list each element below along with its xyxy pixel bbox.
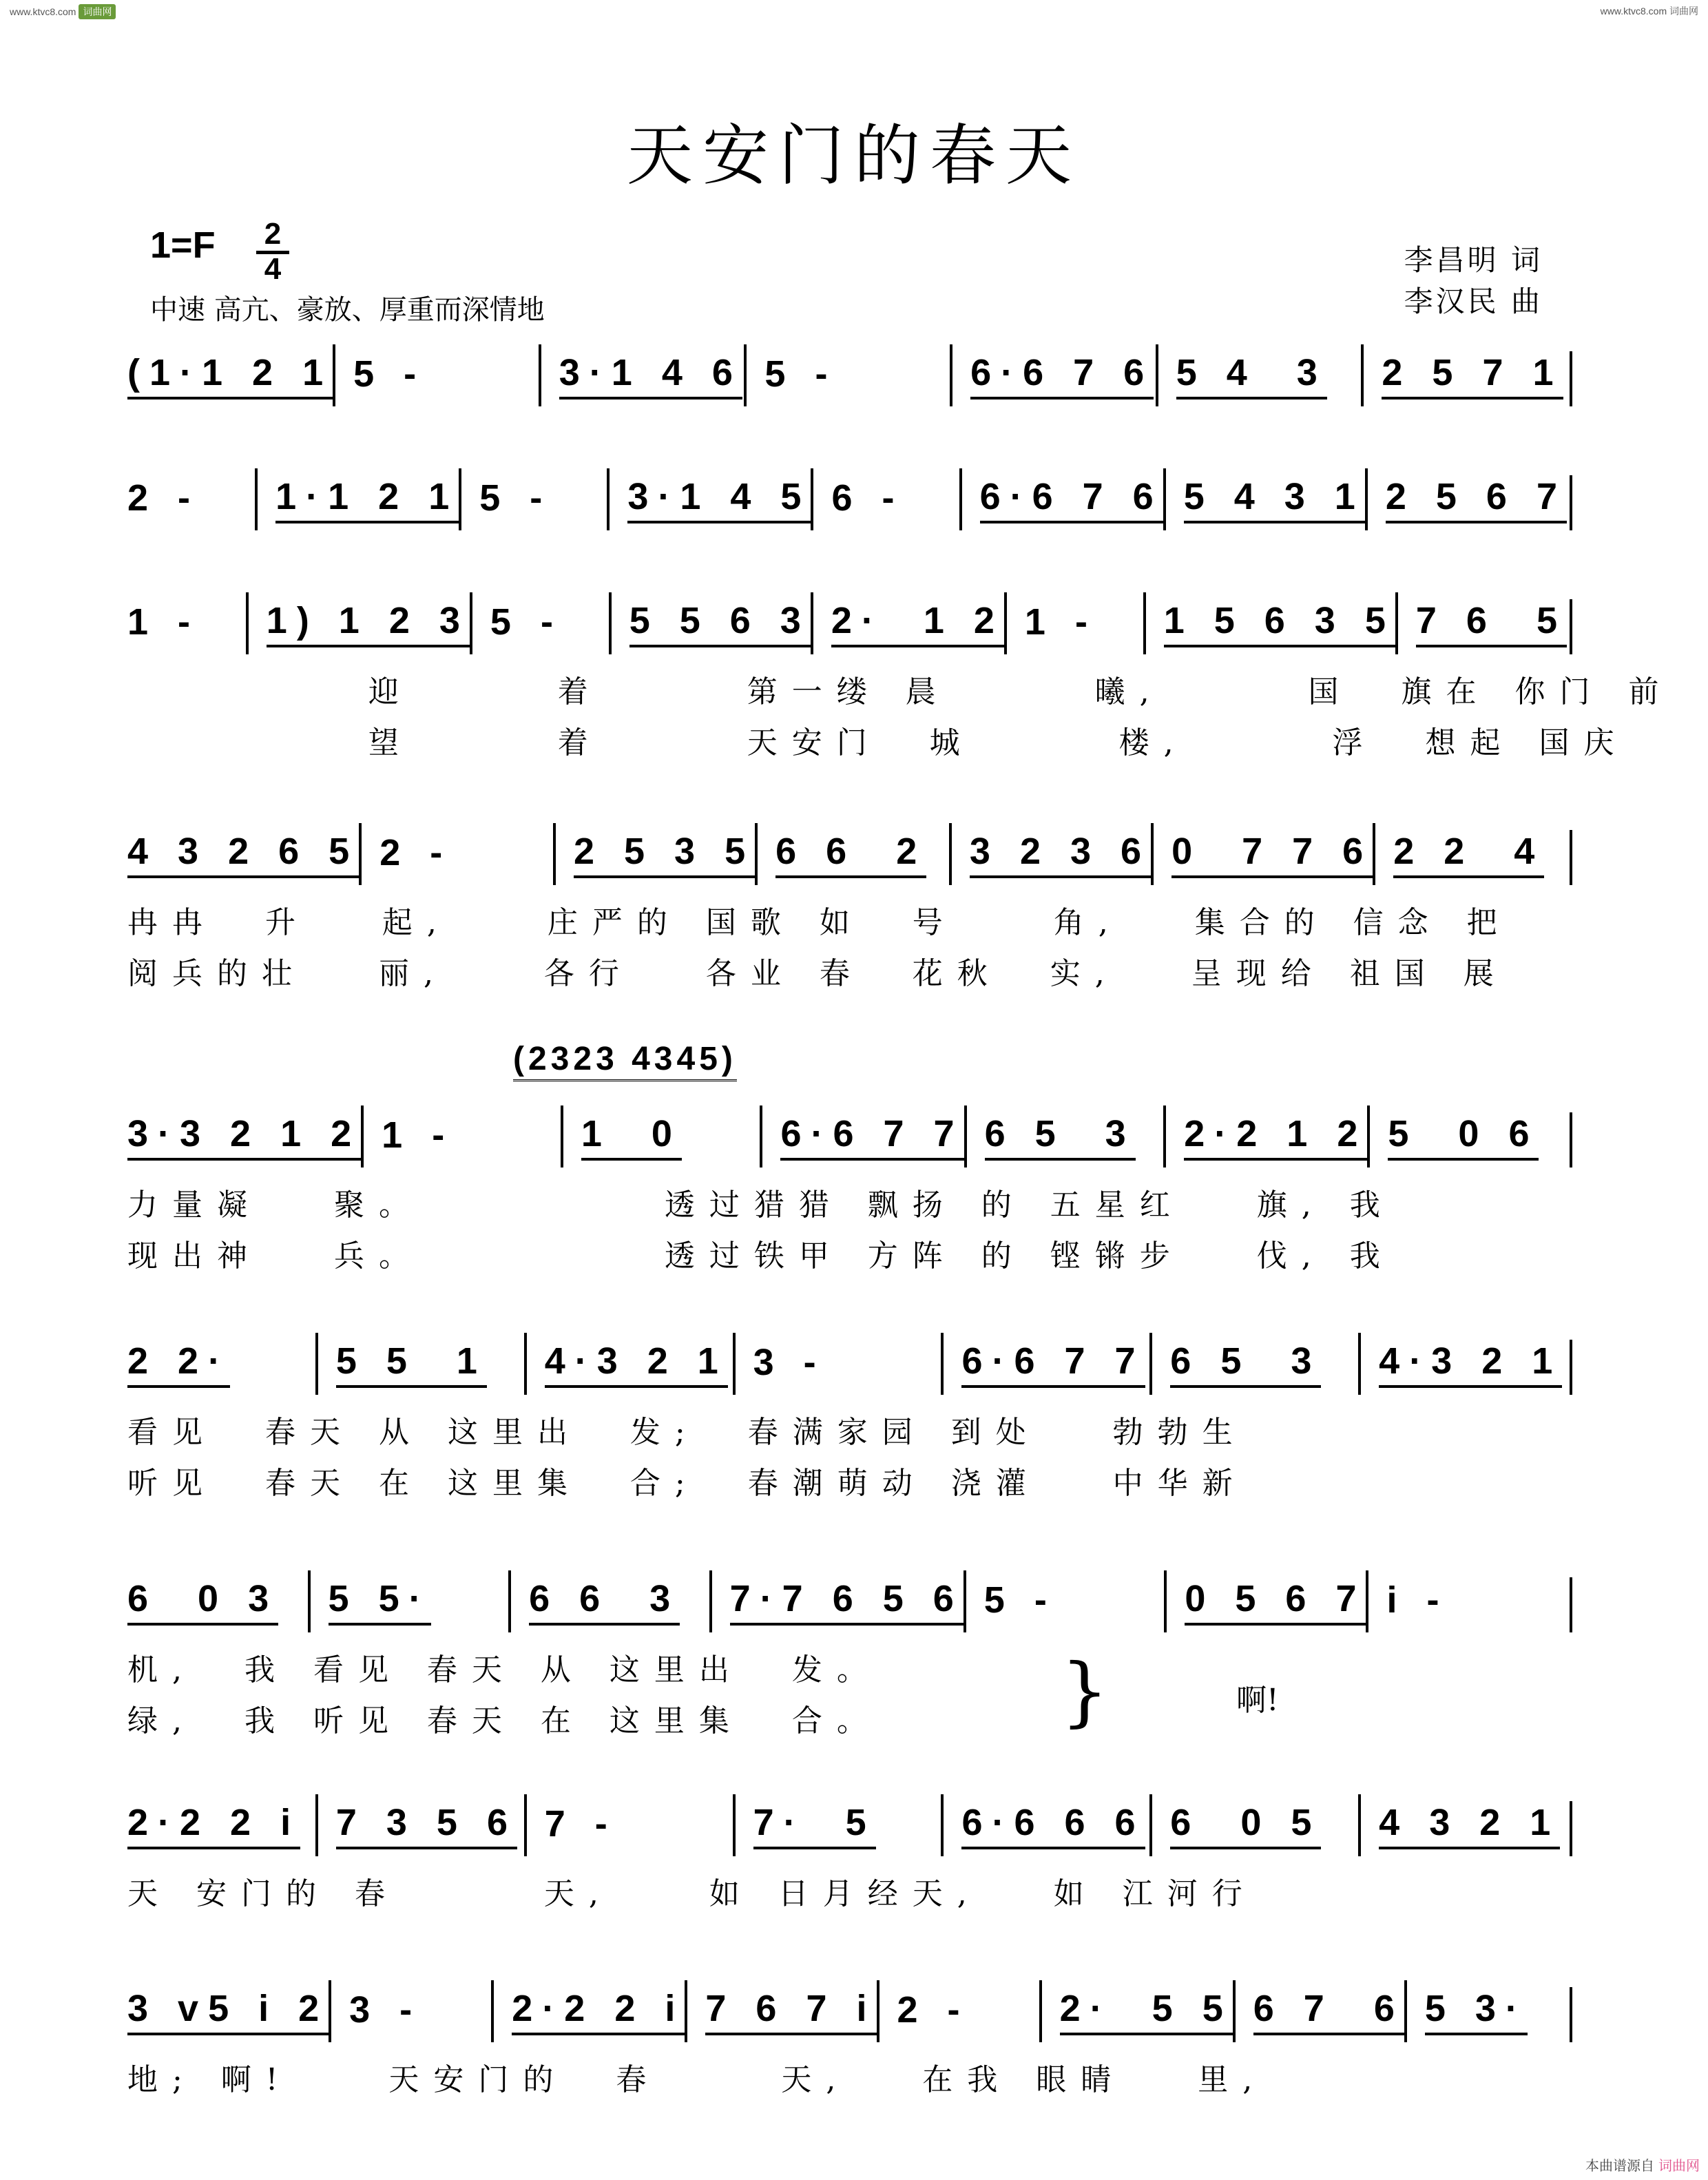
lyric-line: 听见 春天 在 这里集 合; 春潮萌动 浇灌 中华新 xyxy=(127,1466,1247,1501)
measure-notes: 2 - xyxy=(127,477,200,519)
time-signature xyxy=(256,219,289,284)
measure-notes: 2·2 2 i xyxy=(127,1801,300,1849)
measure xyxy=(127,1980,329,2042)
measure xyxy=(755,823,949,885)
measure-notes: 6 5 3 xyxy=(985,1112,1136,1161)
measure-notes: 2 - xyxy=(897,1989,970,2031)
measure-notes: 6 6 2 xyxy=(775,830,926,878)
measure-notes: 7·7 6 5 6 xyxy=(730,1577,964,1626)
measure xyxy=(255,468,459,530)
score-row xyxy=(127,823,1567,885)
measure xyxy=(524,1333,733,1395)
measure xyxy=(127,1333,315,1395)
measure xyxy=(553,823,755,885)
measure xyxy=(941,1333,1149,1395)
measure-notes: 4 3 2 6 5 xyxy=(127,830,359,878)
measure-notes: 7 - xyxy=(544,1803,617,1845)
measure-notes: 1) 1 2 3 xyxy=(267,599,470,647)
measure xyxy=(1358,1794,1567,1856)
measure xyxy=(470,592,609,654)
measure-notes: 6 6 3 xyxy=(529,1577,680,1626)
measure-notes: 2· 5 5 xyxy=(1060,1987,1233,2035)
measure xyxy=(1395,592,1567,654)
lyric-line: 机, 我 看见 春天 从 这里出 发。 xyxy=(127,1652,882,1688)
tempo-marking: 中速 高亢、豪放、厚重而深情地 xyxy=(150,294,545,326)
measure xyxy=(308,1570,509,1632)
score-row xyxy=(127,1980,1567,2042)
measure-notes: 4 3 2 1 xyxy=(1379,1801,1560,1849)
measure-notes: 6·6 7 6 xyxy=(980,475,1163,523)
measure xyxy=(607,468,811,530)
measure-notes: 2 5 6 7 xyxy=(1386,475,1567,523)
lyric-line: 冉冉 升 起, 庄严的 国歌 如 号 角, 集合的 信念 把 xyxy=(127,905,1512,940)
measure xyxy=(1367,1105,1567,1167)
measure xyxy=(1366,1570,1567,1632)
measure-notes: 5 4 3 1 xyxy=(1184,475,1365,523)
measure xyxy=(941,1794,1149,1856)
measure-notes: 2·2 1 2 xyxy=(1184,1112,1367,1161)
measure-notes: 3 2 3 6 xyxy=(970,830,1151,878)
measure xyxy=(949,823,1151,885)
measure-notes: 3 - xyxy=(349,1989,422,2031)
measure xyxy=(127,823,359,885)
measure-notes: 5 - xyxy=(479,477,552,519)
measure xyxy=(709,1570,964,1632)
time-signature-bottom: 4 xyxy=(264,252,282,286)
measure xyxy=(1361,344,1567,406)
measure xyxy=(964,1570,1165,1632)
measure xyxy=(1164,1570,1366,1632)
measure xyxy=(1373,823,1567,885)
measure xyxy=(877,1980,1039,2042)
score-row xyxy=(127,1794,1567,1856)
measure xyxy=(127,1105,361,1167)
lyric-line: 现出神 兵。 透过铁甲 方阵 的 铿锵步 伐, 我 xyxy=(127,1238,1395,1274)
lyric-line: 迎 着 第一缕 晨 曦, 国 旗在 你门 前 xyxy=(127,674,1674,709)
measure xyxy=(1156,344,1362,406)
measure-notes: 4·3 2 1 xyxy=(545,1340,728,1388)
measure-notes: 1 5 6 3 5 xyxy=(1164,599,1395,647)
score-row xyxy=(127,344,1567,406)
measure xyxy=(811,592,1004,654)
song-title: 天安门的春天 xyxy=(627,117,1081,194)
measure-notes: 1 - xyxy=(382,1114,455,1156)
measure xyxy=(127,1794,315,1856)
measure xyxy=(491,1980,685,2042)
measure xyxy=(1233,1980,1404,2042)
composer-credit: 李汉民 曲 xyxy=(1404,284,1543,318)
measure-notes: 5 5 6 3 xyxy=(629,599,811,647)
measure-notes: 4·3 2 1 xyxy=(1379,1340,1562,1388)
measure-notes: 2 5 3 5 xyxy=(574,830,755,878)
measure xyxy=(315,1794,524,1856)
measure xyxy=(685,1980,876,2042)
measure-notes: 1 0 xyxy=(581,1112,682,1161)
score-row xyxy=(127,592,1567,654)
score-row xyxy=(127,1570,1567,1632)
measure-notes: 5 0 6 xyxy=(1388,1112,1539,1161)
lyric-line: 看见 春天 从 这里出 发; 春满家园 到处 勃勃生 xyxy=(127,1415,1247,1450)
measure-notes: 5 - xyxy=(353,353,426,395)
measure xyxy=(333,344,539,406)
measure-notes: 2 5 7 1 xyxy=(1382,351,1563,399)
measure xyxy=(1149,1794,1358,1856)
lyric-line: 力量凝 聚。 透过猎猎 飘扬 的 五星红 旗, 我 xyxy=(127,1187,1395,1223)
measure xyxy=(459,468,607,530)
measure-notes: 6 7 6 xyxy=(1253,1987,1404,2035)
measure xyxy=(1143,592,1395,654)
measure xyxy=(811,468,959,530)
lyric-line: 绿, 我 听见 春天 在 这里集 合。 xyxy=(127,1703,882,1738)
measure-notes: 5 - xyxy=(490,601,563,643)
measure xyxy=(1358,1333,1567,1395)
measure xyxy=(524,1794,733,1856)
lyric-line: 天 安门的 春 天, 如 日月经天, 如 江河行 xyxy=(127,1876,1257,1911)
measure xyxy=(1163,468,1365,530)
lyric-line: 望 着 天安门 城 楼, 浮 想起 国庆 xyxy=(127,725,1629,760)
measure-notes: 5 4 3 xyxy=(1176,351,1327,399)
measure xyxy=(1151,823,1373,885)
measure-notes: 2 2· xyxy=(127,1340,230,1388)
measure xyxy=(508,1570,709,1632)
measure-notes: 6 0 3 xyxy=(127,1577,278,1626)
measure-notes: 6·6 7 7 xyxy=(780,1112,964,1161)
measure-notes: 6 5 3 xyxy=(1170,1340,1321,1388)
measure xyxy=(1039,1980,1233,2042)
measure xyxy=(127,344,333,406)
measure-notes: 5 5 1 xyxy=(336,1340,487,1388)
measure-notes: 2 2 4 xyxy=(1393,830,1544,878)
measure xyxy=(760,1105,964,1167)
measure-notes: 2· 1 2 xyxy=(831,599,1004,647)
interlude-note-text: (2323 4345) xyxy=(513,1041,737,1081)
measure-notes: i - xyxy=(1386,1579,1449,1621)
lyric-line: 地; 啊! 天安门的 春 天, 在我 眼睛 里, xyxy=(127,2062,1267,2097)
measure xyxy=(329,1980,491,2042)
measure-notes: 5 - xyxy=(983,1579,1056,1621)
measure-notes: 2·2 2 i xyxy=(512,1987,685,2035)
measure-notes: 7 3 5 6 xyxy=(336,1801,517,1849)
measure xyxy=(959,468,1163,530)
measure-notes: 6·6 7 6 xyxy=(970,351,1154,399)
measure xyxy=(315,1333,524,1395)
measure xyxy=(1149,1333,1358,1395)
measure-notes: 3 v5 i 2 xyxy=(127,1987,329,2035)
footer-logo: 词曲网 xyxy=(1658,2157,1700,2174)
time-signature-top: 2 xyxy=(256,219,289,254)
score-row xyxy=(127,1333,1567,1395)
measure xyxy=(127,468,255,530)
lyricist-credit: 李昌明 词 xyxy=(1404,243,1543,277)
measure xyxy=(609,592,811,654)
measure-notes: 3·1 4 5 xyxy=(627,475,811,523)
site-watermark-right: www.ktvc8.com 词曲网 xyxy=(1600,6,1698,17)
measure xyxy=(733,1794,941,1856)
score-row xyxy=(127,1105,1567,1167)
site-logo-left: 词曲网 xyxy=(79,4,116,19)
measure xyxy=(561,1105,760,1167)
measure xyxy=(127,1570,308,1632)
measure-notes: 6 - xyxy=(831,477,904,519)
measure-notes: (1·1 2 1 xyxy=(127,351,333,399)
measure xyxy=(127,592,246,654)
measure-notes: 7· 5 xyxy=(753,1801,876,1849)
measure-notes: 5 5· xyxy=(329,1577,431,1626)
site-watermark-left xyxy=(10,4,116,19)
measure-notes: 1·1 2 1 xyxy=(275,475,459,523)
measure xyxy=(1404,1980,1567,2042)
measure xyxy=(964,1105,1164,1167)
measure xyxy=(246,592,470,654)
ah-exclamation: 啊! xyxy=(1236,1683,1279,1718)
footer-watermark xyxy=(1585,2155,1700,2174)
measure-notes: 3·3 2 1 2 xyxy=(127,1112,361,1161)
measure-notes: 0 5 6 7 xyxy=(1185,1577,1366,1626)
measure-notes: 3 - xyxy=(753,1342,826,1383)
measure xyxy=(950,344,1156,406)
interlude-note xyxy=(513,1040,737,1078)
measure xyxy=(733,1333,941,1395)
measure-notes: 6·6 7 7 xyxy=(961,1340,1145,1388)
score-row xyxy=(127,468,1567,530)
measure-notes: 1 - xyxy=(127,601,200,643)
measure xyxy=(361,1105,561,1167)
footer-text: 本曲谱源自 xyxy=(1585,2157,1654,2174)
lyric-line: 阅兵的壮 丽, 各行 各业 春 花秋 实, 呈现给 祖国 展 xyxy=(127,956,1508,991)
measure-notes: 5 3· xyxy=(1425,1987,1528,2035)
measure-notes: 1 - xyxy=(1024,601,1097,643)
measure-notes: 7 6 5 xyxy=(1416,599,1567,647)
measure xyxy=(744,344,950,406)
measure-notes: 6·6 6 6 xyxy=(961,1801,1145,1849)
measure-notes: 0 7 7 6 xyxy=(1171,830,1373,878)
measure xyxy=(1163,1105,1367,1167)
measure-notes: 3·1 4 6 xyxy=(559,351,742,399)
verse-brace: } xyxy=(1061,1647,1109,1735)
measure xyxy=(1004,592,1143,654)
measure-notes: 7 6 7 i xyxy=(705,1987,876,2035)
measure-notes: 6 0 5 xyxy=(1170,1801,1321,1849)
key-signature: 1=F xyxy=(150,225,216,266)
measure xyxy=(359,823,553,885)
measure xyxy=(539,344,744,406)
measure xyxy=(1365,468,1567,530)
measure-notes: 5 - xyxy=(764,353,837,395)
measure-notes: 2 - xyxy=(379,832,452,873)
site-url-left: www.ktvc8.com xyxy=(10,6,76,17)
